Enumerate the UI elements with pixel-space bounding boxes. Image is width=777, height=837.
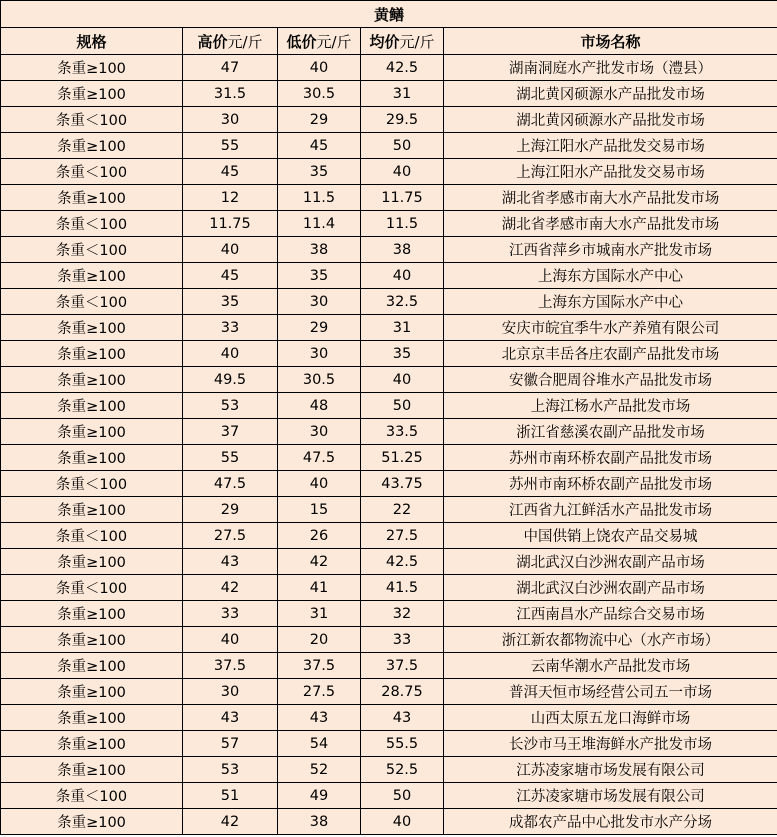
cell-spec: 条重≥100 bbox=[1, 653, 183, 679]
cell-avg-price: 40 bbox=[361, 159, 444, 185]
table-row bbox=[1, 497, 777, 523]
cell-avg-price: 43 bbox=[361, 705, 444, 731]
cell-high-price: 57 bbox=[183, 731, 278, 757]
cell-low-price: 49 bbox=[278, 783, 361, 809]
cell-low-price: 31 bbox=[278, 601, 361, 627]
cell-market-name: 湖北省孝感市南大水产品批发市场 bbox=[444, 211, 777, 237]
cell-market-name: 浙江省慈溪农副产品批发市场 bbox=[444, 419, 777, 445]
table-row bbox=[1, 731, 777, 757]
cell-spec: 条重≥100 bbox=[1, 367, 183, 393]
price-table-body bbox=[1, 1, 777, 835]
cell-avg-price: 37.5 bbox=[361, 653, 444, 679]
table-row bbox=[1, 445, 777, 471]
cell-avg-price: 40 bbox=[361, 367, 444, 393]
cell-avg-price: 40 bbox=[361, 263, 444, 289]
cell-low-price: 30 bbox=[278, 289, 361, 315]
cell-avg-price: 31 bbox=[361, 81, 444, 107]
table-row bbox=[1, 81, 777, 107]
cell-low-price: 30 bbox=[278, 341, 361, 367]
table-row bbox=[1, 107, 777, 133]
cell-high-price: 45 bbox=[183, 263, 278, 289]
cell-market-name: 长沙市马王堆海鲜水产批发市场 bbox=[444, 731, 777, 757]
table-row bbox=[1, 367, 777, 393]
cell-spec: 条重＜100 bbox=[1, 159, 183, 185]
cell-avg-price: 52.5 bbox=[361, 757, 444, 783]
cell-market-name: 上海东方国际水产中心 bbox=[444, 289, 777, 315]
cell-low-price: 15 bbox=[278, 497, 361, 523]
cell-high-price: 51 bbox=[183, 783, 278, 809]
cell-market-name: 安徽合肥周谷堆水产品批发市场 bbox=[444, 367, 777, 393]
table-title: 黄鳝 bbox=[1, 1, 777, 28]
cell-high-price: 53 bbox=[183, 393, 278, 419]
cell-market-name: 成都农产品中心批发市水产分场 bbox=[444, 809, 777, 835]
cell-market-name: 山西太原五龙口海鲜市场 bbox=[444, 705, 777, 731]
cell-spec: 条重≥100 bbox=[1, 731, 183, 757]
cell-high-price: 33 bbox=[183, 315, 278, 341]
cell-high-price: 55 bbox=[183, 133, 278, 159]
cell-market-name: 安庆市皖宜季牛水产养殖有限公司 bbox=[444, 315, 777, 341]
cell-low-price: 29 bbox=[278, 107, 361, 133]
table-row bbox=[1, 523, 777, 549]
table-row bbox=[1, 159, 777, 185]
cell-avg-price: 11.5 bbox=[361, 211, 444, 237]
cell-spec: 条重≥100 bbox=[1, 419, 183, 445]
cell-high-price: 47 bbox=[183, 55, 278, 81]
cell-market-name: 上海东方国际水产中心 bbox=[444, 263, 777, 289]
cell-avg-price: 50 bbox=[361, 133, 444, 159]
cell-avg-price: 11.75 bbox=[361, 185, 444, 211]
cell-low-price: 29 bbox=[278, 315, 361, 341]
cell-avg-price: 40 bbox=[361, 809, 444, 835]
cell-avg-price: 35 bbox=[361, 341, 444, 367]
cell-low-price: 52 bbox=[278, 757, 361, 783]
cell-low-price: 27.5 bbox=[278, 679, 361, 705]
cell-low-price: 30 bbox=[278, 419, 361, 445]
cell-market-name: 湖北省孝感市南大水产品批发市场 bbox=[444, 185, 777, 211]
header-spec: 规格 bbox=[1, 28, 183, 55]
cell-avg-price: 32.5 bbox=[361, 289, 444, 315]
table-row bbox=[1, 55, 777, 81]
cell-market-name: 江苏凌家塘市场发展有限公司 bbox=[444, 757, 777, 783]
cell-low-price: 40 bbox=[278, 471, 361, 497]
header-avg bbox=[361, 28, 444, 55]
cell-spec: 条重＜100 bbox=[1, 783, 183, 809]
cell-low-price: 30.5 bbox=[278, 81, 361, 107]
cell-spec: 条重≥100 bbox=[1, 393, 183, 419]
header-high-unit: 元/斤 bbox=[227, 32, 263, 51]
table-row bbox=[1, 575, 777, 601]
table-row bbox=[1, 601, 777, 627]
cell-avg-price: 22 bbox=[361, 497, 444, 523]
cell-avg-price: 31 bbox=[361, 315, 444, 341]
cell-spec: 条重≥100 bbox=[1, 679, 183, 705]
cell-avg-price: 42.5 bbox=[361, 55, 444, 81]
cell-high-price: 40 bbox=[183, 627, 278, 653]
cell-market-name: 普洱天恒市场经营公司五一市场 bbox=[444, 679, 777, 705]
cell-market-name: 江苏凌家塘市场发展有限公司 bbox=[444, 783, 777, 809]
cell-spec: 条重≥100 bbox=[1, 185, 183, 211]
cell-market-name: 上海江杨水产品批发市场 bbox=[444, 393, 777, 419]
cell-market-name: 湖北黄冈硕源水产品批发市场 bbox=[444, 81, 777, 107]
cell-market-name: 北京京丰岳各庄农副产品批发市场 bbox=[444, 341, 777, 367]
cell-spec: 条重＜100 bbox=[1, 575, 183, 601]
cell-high-price: 30 bbox=[183, 679, 278, 705]
cell-market-name: 云南华潮水产品批发市场 bbox=[444, 653, 777, 679]
cell-market-name: 江西省萍乡市城南水产批发市场 bbox=[444, 237, 777, 263]
cell-high-price: 55 bbox=[183, 445, 278, 471]
table-row bbox=[1, 289, 777, 315]
header-low-unit: 元/斤 bbox=[316, 32, 352, 51]
header-avg-label: 均价 bbox=[369, 32, 400, 51]
cell-high-price: 37.5 bbox=[183, 653, 278, 679]
table-row bbox=[1, 705, 777, 731]
cell-market-name: 湖北黄冈硕源水产品批发市场 bbox=[444, 107, 777, 133]
cell-spec: 条重≥100 bbox=[1, 757, 183, 783]
cell-avg-price: 50 bbox=[361, 783, 444, 809]
cell-high-price: 47.5 bbox=[183, 471, 278, 497]
cell-market-name: 上海江阳水产品批发交易市场 bbox=[444, 133, 777, 159]
header-high-label: 高价 bbox=[197, 32, 228, 51]
cell-spec: 条重≥100 bbox=[1, 627, 183, 653]
cell-market-name: 上海江阳水产品批发交易市场 bbox=[444, 159, 777, 185]
header-avg-unit: 元/斤 bbox=[399, 32, 435, 51]
cell-market-name: 中国供销上饶农产品交易城 bbox=[444, 523, 777, 549]
cell-low-price: 40 bbox=[278, 55, 361, 81]
cell-low-price: 11.5 bbox=[278, 185, 361, 211]
table-row bbox=[1, 263, 777, 289]
table-row bbox=[1, 679, 777, 705]
cell-avg-price: 42.5 bbox=[361, 549, 444, 575]
table-row bbox=[1, 627, 777, 653]
table-row bbox=[1, 757, 777, 783]
cell-high-price: 42 bbox=[183, 575, 278, 601]
cell-low-price: 37.5 bbox=[278, 653, 361, 679]
cell-low-price: 41 bbox=[278, 575, 361, 601]
header-low bbox=[278, 28, 361, 55]
cell-spec: 条重＜100 bbox=[1, 107, 183, 133]
cell-market-name: 江西南昌水产品综合交易市场 bbox=[444, 601, 777, 627]
table-row bbox=[1, 237, 777, 263]
cell-spec: 条重＜100 bbox=[1, 471, 183, 497]
cell-spec: 条重＜100 bbox=[1, 211, 183, 237]
cell-high-price: 33 bbox=[183, 601, 278, 627]
table-row bbox=[1, 549, 777, 575]
header-row bbox=[1, 28, 777, 55]
cell-low-price: 35 bbox=[278, 159, 361, 185]
table-row bbox=[1, 393, 777, 419]
cell-avg-price: 33 bbox=[361, 627, 444, 653]
table-row bbox=[1, 315, 777, 341]
cell-spec: 条重≥100 bbox=[1, 81, 183, 107]
cell-low-price: 48 bbox=[278, 393, 361, 419]
cell-market-name: 苏州市南环桥农副产品批发市场 bbox=[444, 471, 777, 497]
cell-high-price: 45 bbox=[183, 159, 278, 185]
cell-spec: 条重≥100 bbox=[1, 497, 183, 523]
cell-spec: 条重＜100 bbox=[1, 523, 183, 549]
table-row bbox=[1, 133, 777, 159]
cell-high-price: 27.5 bbox=[183, 523, 278, 549]
cell-spec: 条重≥100 bbox=[1, 601, 183, 627]
cell-low-price: 47.5 bbox=[278, 445, 361, 471]
cell-avg-price: 27.5 bbox=[361, 523, 444, 549]
cell-market-name: 浙江新农都物流中心（水产市场） bbox=[444, 627, 777, 653]
table-row bbox=[1, 211, 777, 237]
cell-avg-price: 32 bbox=[361, 601, 444, 627]
cell-spec: 条重≥100 bbox=[1, 809, 183, 835]
cell-avg-price: 51.25 bbox=[361, 445, 444, 471]
cell-low-price: 43 bbox=[278, 705, 361, 731]
cell-spec: 条重≥100 bbox=[1, 341, 183, 367]
cell-market-name: 湖南洞庭水产批发市场（澧县） bbox=[444, 55, 777, 81]
cell-low-price: 26 bbox=[278, 523, 361, 549]
cell-high-price: 12 bbox=[183, 185, 278, 211]
table-row bbox=[1, 419, 777, 445]
cell-high-price: 43 bbox=[183, 549, 278, 575]
cell-avg-price: 38 bbox=[361, 237, 444, 263]
cell-avg-price: 50 bbox=[361, 393, 444, 419]
cell-high-price: 49.5 bbox=[183, 367, 278, 393]
cell-high-price: 37 bbox=[183, 419, 278, 445]
cell-spec: 条重≥100 bbox=[1, 705, 183, 731]
cell-low-price: 45 bbox=[278, 133, 361, 159]
cell-spec: 条重≥100 bbox=[1, 133, 183, 159]
cell-spec: 条重≥100 bbox=[1, 55, 183, 81]
table-row bbox=[1, 341, 777, 367]
cell-low-price: 30.5 bbox=[278, 367, 361, 393]
cell-low-price: 54 bbox=[278, 731, 361, 757]
cell-low-price: 35 bbox=[278, 263, 361, 289]
cell-market-name: 湖北武汉白沙洲农副产品市场 bbox=[444, 575, 777, 601]
cell-market-name: 江西省九江鲜活水产品批发市场 bbox=[444, 497, 777, 523]
cell-market-name: 苏州市南环桥农副产品批发市场 bbox=[444, 445, 777, 471]
cell-high-price: 30 bbox=[183, 107, 278, 133]
cell-high-price: 40 bbox=[183, 341, 278, 367]
cell-high-price: 40 bbox=[183, 237, 278, 263]
cell-low-price: 42 bbox=[278, 549, 361, 575]
cell-spec: 条重≥100 bbox=[1, 263, 183, 289]
header-low-label: 低价 bbox=[286, 32, 317, 51]
cell-high-price: 11.75 bbox=[183, 211, 278, 237]
cell-high-price: 31.5 bbox=[183, 81, 278, 107]
header-market: 市场名称 bbox=[444, 28, 777, 55]
cell-avg-price: 33.5 bbox=[361, 419, 444, 445]
cell-low-price: 11.4 bbox=[278, 211, 361, 237]
cell-high-price: 53 bbox=[183, 757, 278, 783]
cell-spec: 条重＜100 bbox=[1, 237, 183, 263]
cell-low-price: 38 bbox=[278, 809, 361, 835]
header-high bbox=[183, 28, 278, 55]
cell-spec: 条重＜100 bbox=[1, 289, 183, 315]
cell-avg-price: 41.5 bbox=[361, 575, 444, 601]
table-row bbox=[1, 809, 777, 835]
cell-avg-price: 43.75 bbox=[361, 471, 444, 497]
cell-spec: 条重≥100 bbox=[1, 315, 183, 341]
cell-high-price: 29 bbox=[183, 497, 278, 523]
table-row bbox=[1, 653, 777, 679]
cell-low-price: 20 bbox=[278, 627, 361, 653]
cell-avg-price: 55.5 bbox=[361, 731, 444, 757]
cell-high-price: 35 bbox=[183, 289, 278, 315]
cell-spec: 条重≥100 bbox=[1, 549, 183, 575]
table-row bbox=[1, 185, 777, 211]
cell-market-name: 湖北武汉白沙洲农副产品市场 bbox=[444, 549, 777, 575]
cell-avg-price: 29.5 bbox=[361, 107, 444, 133]
table-row bbox=[1, 783, 777, 809]
cell-avg-price: 28.75 bbox=[361, 679, 444, 705]
cell-high-price: 43 bbox=[183, 705, 278, 731]
cell-low-price: 38 bbox=[278, 237, 361, 263]
title-row bbox=[1, 1, 777, 28]
cell-spec: 条重≥100 bbox=[1, 445, 183, 471]
cell-high-price: 42 bbox=[183, 809, 278, 835]
table-row bbox=[1, 471, 777, 497]
